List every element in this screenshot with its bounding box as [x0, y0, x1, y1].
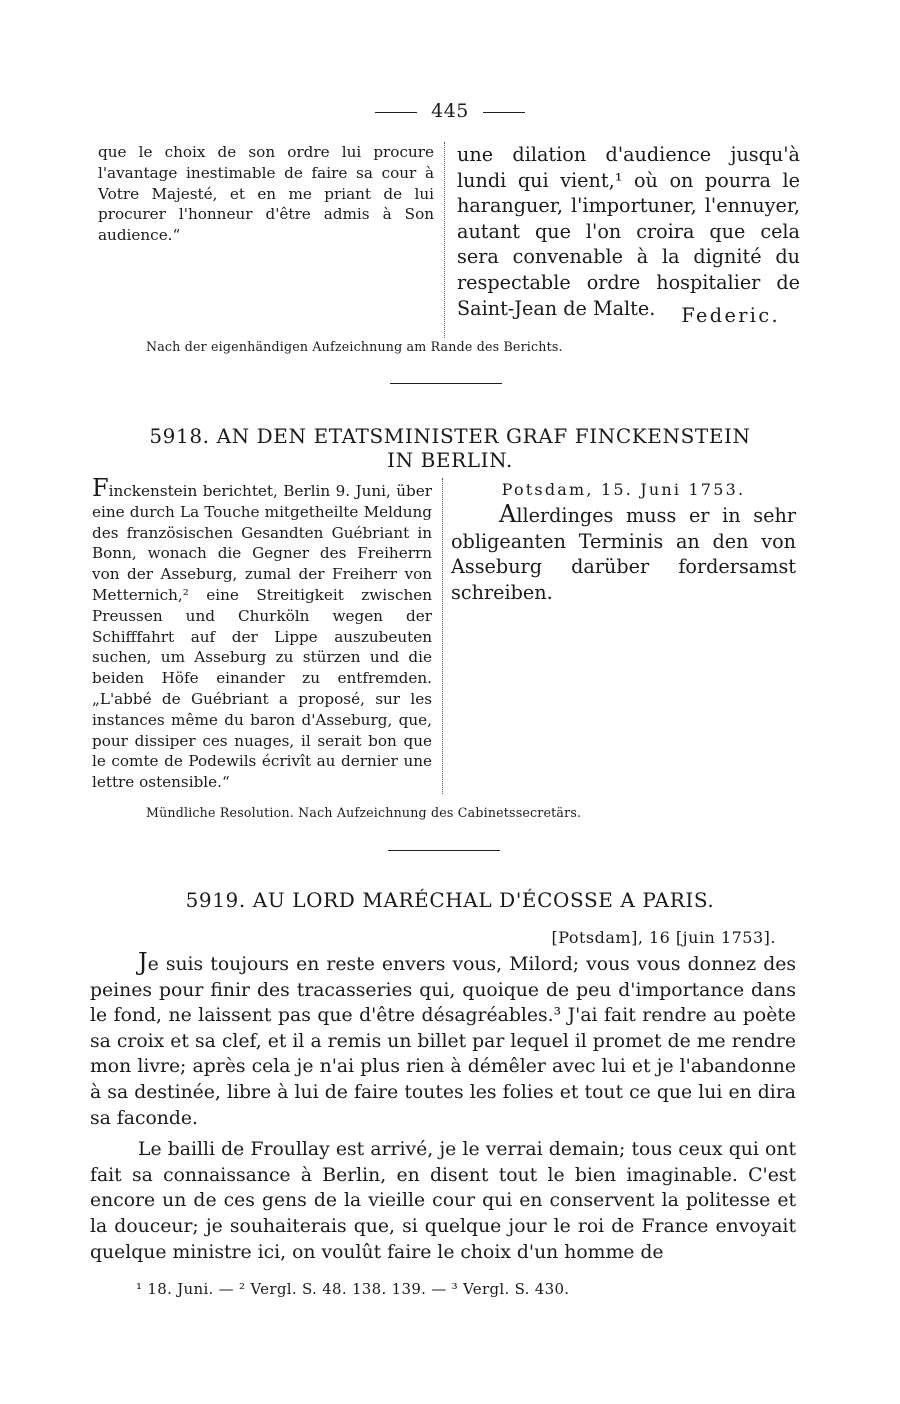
letter-5919-body [90, 950, 796, 1265]
section-rule-2 [388, 850, 500, 851]
letter-5918-summary-initial: F [92, 474, 109, 502]
letter-5918-response-initial: A [499, 500, 517, 528]
letter-5918-response-paragraph [451, 502, 796, 605]
section-rule-1 [390, 383, 502, 384]
letter-5918-summary [92, 474, 442, 794]
letter-5919-paragraph-1 [90, 950, 796, 1131]
signature: Federic. [681, 304, 780, 328]
column-divider-2 [442, 478, 443, 794]
letter-5919-paragraph-2: Le bailli de Froullay est arrivé, je le verrai demain; tous ceux qui ont fait sa connaissance à Berlin, en disent tout le bien imaginable. C'est encore un de ces gens de la vieille cour qui en conservent la politesse et la douceur; je souhaiterais que, si quelque jour le roi de France envoyait quelque ministre ici, on voulût faire le choix d'un homme de [90, 1139, 796, 1263]
letter-5919-paragraph-1-text: e suis toujours en reste envers vous, Milord; vous vous donnez des peines pour finir des tracasseries qui, quoique de peu d'importance dans le fond, ne laissent pas que d'être désagréables.³ J'ai fait rendre au poète sa croix et sa clef, et il a remis un billet par lequel il promet de me rendre mon livre; après cela je n'ai plus rien à démêler avec lui et je l'abandonne à sa destinée, libre à lui de faire toutes les folies et tout ce que lui en dira sa faconde. [90, 954, 796, 1129]
letter-5918-summary-text: inckenstein berichtet, Berlin 9. Juni, über eine durch La Touche mitgetheilte Meldung des französischen Gesandten Guébriant in Bonn, wonach die Gegner des Freiherrn von der Asseburg, zumal der Freiherr von Metternich,² eine Streitigkeit zwischen Preussen und Churköln wegen der Schifffahrt auf der Lippe auszubeuten suchen, um Asseburg zu stürzen und die beiden Höfe einander zu entfremden. „L'abbé de Guébriant a proposé, sur les instances même du baron d'Asseburg, que, pour dissiper ces nuages, il serait bon que le comte de Podewils écrivît au dernier une lettre ostensible.“ [92, 482, 432, 792]
letter-5918-date: Potsdam, 15. Juni 1753. [501, 480, 746, 499]
page-number-dash-left [375, 112, 417, 113]
continuation-block [98, 142, 800, 338]
footnotes: ¹ 18. Juni. — ² Vergl. S. 48. 138. 139. — ³ Vergl. S. 430. [136, 1280, 570, 1298]
source-note-1: Nach der eigenhändigen Aufzeichnung am Rande des Berichts. [146, 339, 563, 354]
letter-5919-date: [Potsdam], 16 [juin 1753]. [551, 928, 776, 947]
page-number: 445 [0, 100, 900, 122]
letter-5919-heading: 5919. AU LORD MARÉCHAL D'ÉCOSSE A PARIS. [185, 888, 715, 912]
source-note-2: Mündliche Resolution. Nach Aufzeichnung des Cabinetssecretärs. [146, 805, 582, 820]
letter-5918-body [92, 474, 798, 794]
letter-5918-heading-line1: 5918. AN DEN ETATSMINISTER GRAF FINCKENSTEIN [149, 424, 751, 448]
letter-5918-response [451, 478, 796, 794]
column-divider [444, 142, 445, 338]
continuation-left-column: que le choix de son ordre lui procure l'avantage inestimable de faire sa cour à Votre Majesté, et en me priant de lui procurer l'honneur d'être admis à Son audience.“ [98, 143, 434, 245]
letter-5918-heading-line2: IN BERLIN. [387, 448, 513, 472]
letter-5919-initial: J [138, 948, 148, 976]
page-number-dash-right [483, 112, 525, 113]
continuation-right-column [457, 142, 800, 338]
letter-5918-response-text: llerdinges muss er in sehr obligeanten Terminis an den von Asseburg darüber fordersamst schreiben. [451, 504, 796, 604]
letter-5918-heading [0, 424, 900, 472]
continuation-right-text: une dilation d'audience jusqu'à lundi qui vient,¹ où on pourra le haranguer, l'importuner, l'ennuyer, autant que l'on croira que cela sera convenable à la dignité du respectable ordre hospitalier de Saint-Jean de Malte. [457, 143, 800, 320]
